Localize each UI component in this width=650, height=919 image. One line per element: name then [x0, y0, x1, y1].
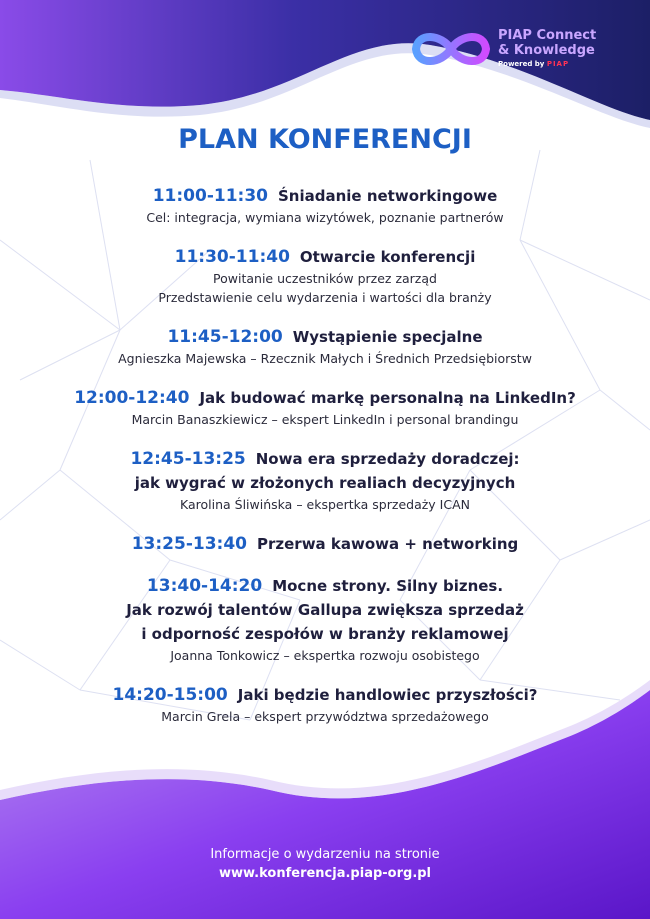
- logo-powered-by: [498, 60, 569, 68]
- agenda-item-time: 12:45-13:25: [130, 449, 246, 469]
- agenda-item-title: i odporność zespołów w branży reklamowej: [141, 625, 509, 643]
- agenda-item-detail: Przedstawienie celu wydarzenia i wartości dla branży: [158, 290, 492, 305]
- agenda-item-heading: [0, 532, 650, 556]
- agenda-item-detail: Joanna Tonkowicz – ekspertka rozwoju osobistego: [170, 648, 480, 663]
- agenda-item: [0, 245, 650, 307]
- footer: [0, 845, 650, 883]
- agenda-item-time: 13:25-13:40: [131, 534, 247, 554]
- agenda-item-title: Otwarcie konferencji: [299, 248, 476, 266]
- agenda-item-time: 14:20-15:00: [112, 685, 228, 705]
- agenda-item-time: 11:30-11:40: [174, 247, 290, 267]
- agenda-item: [0, 325, 650, 368]
- agenda-item-heading: [0, 683, 650, 707]
- infinity-logo-icon: [408, 26, 494, 72]
- agenda-item-title: Mocne strony. Silny biznes.: [272, 577, 504, 595]
- agenda-item-title: Jaki będzie handlowiec przyszłości?: [237, 686, 538, 704]
- agenda-list: [0, 184, 650, 726]
- footer-info-text: Informacje o wydarzeniu na stronie: [210, 847, 440, 862]
- agenda-item-time: 11:00-11:30: [152, 186, 268, 206]
- agenda-item-title: Nowa era sprzedaży doradczej:: [255, 450, 520, 468]
- agenda-item: [0, 184, 650, 227]
- agenda-item-time: 13:40-14:20: [146, 576, 263, 596]
- agenda-item-heading: [0, 471, 650, 495]
- agenda-item-detail: Marcin Grela – ekspert przywództwa sprzedażowego: [161, 709, 489, 724]
- powered-brand: PIAP: [546, 60, 570, 68]
- agenda-item-title: Wystąpienie specjalne: [292, 328, 483, 346]
- agenda-item-heading: [0, 598, 650, 622]
- powered-prefix: Powered by: [498, 60, 547, 68]
- agenda-item-title: Jak budować markę personalną na LinkedIn?: [199, 389, 576, 407]
- agenda-item-time: 12:00-12:40: [74, 388, 190, 408]
- agenda-item: [0, 532, 650, 556]
- page-title: PLAN KONFERENCJI: [178, 124, 472, 155]
- agenda-item-title: jak wygrać w złożonych realiach decyzyjnych: [134, 474, 516, 492]
- agenda-item-time: 11:45-12:00: [167, 327, 283, 347]
- agenda-item-detail: Cel: integracja, wymiana wizytówek, poznanie partnerów: [146, 210, 504, 225]
- agenda-item-detail: Karolina Śliwińska – ekspertka sprzedaży ICAN: [180, 497, 470, 512]
- agenda-item-title: Jak rozwój talentów Gallupa zwiększa sprzedaż: [126, 601, 524, 619]
- agenda-item-detail: Agnieszka Majewska – Rzecznik Małych i Średnich Przedsiębiorstw: [118, 351, 532, 366]
- agenda-item-heading: [0, 574, 650, 598]
- agenda-item-detail: Powitanie uczestników przez zarząd: [213, 271, 437, 286]
- agenda-item-heading: [0, 325, 650, 349]
- agenda-item-detail: Marcin Banaszkiewicz – ekspert LinkedIn i personal brandingu: [131, 412, 519, 427]
- footer-website-link[interactable]: www.konferencja.piap-org.pl: [218, 866, 432, 881]
- agenda-item: [0, 386, 650, 429]
- brand-logo: [408, 26, 618, 76]
- agenda-item-heading: [0, 184, 650, 208]
- agenda-item: [0, 447, 650, 514]
- agenda-item-heading: [0, 245, 650, 269]
- agenda-item: [0, 683, 650, 726]
- agenda-item-title: Przerwa kawowa + networking: [257, 535, 519, 553]
- agenda-item-heading: [0, 447, 650, 471]
- logo-brand-name: PIAP Connect & Knowledge: [498, 28, 597, 58]
- agenda-item-heading: [0, 622, 650, 646]
- agenda-item-title: Śniadanie networkingowe: [278, 187, 498, 205]
- agenda-item: [0, 574, 650, 665]
- agenda-item-heading: [0, 386, 650, 410]
